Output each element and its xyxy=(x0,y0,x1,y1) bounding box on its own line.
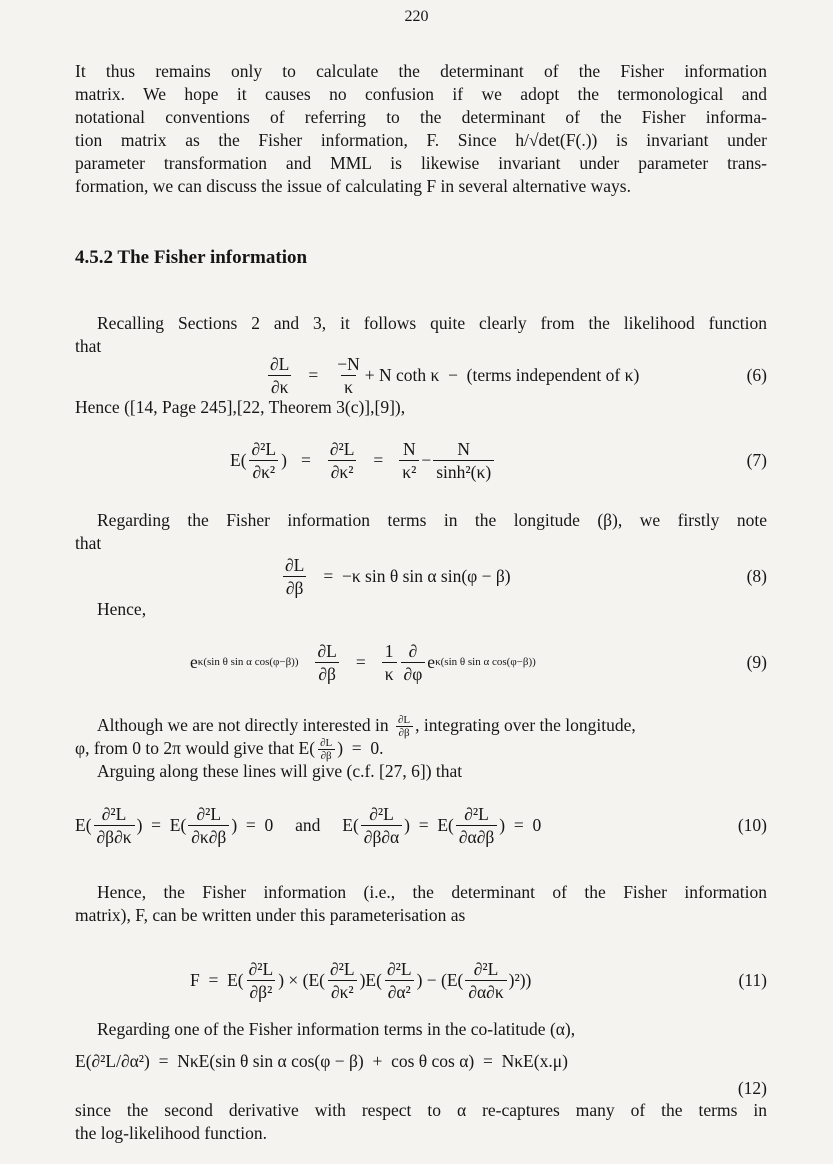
text-line: parameter transformation and MML is likewise invariant under parameter trans- xyxy=(75,153,767,173)
text-line: since the second derivative with respect to α re-captures many of the terms in xyxy=(75,1100,767,1120)
section-heading: 4.5.2 The Fisher information xyxy=(75,247,308,268)
text-line: that xyxy=(75,533,102,553)
paragraph xyxy=(75,714,767,783)
text-line: Hence, xyxy=(97,599,147,619)
text-line: Hence, the Fisher information (i.e., the determinant of the Fisher information xyxy=(97,882,767,902)
text-line: Although we are not directly interested in $\frac{\partial L}{\partial\beta}$ , integrating over the longitude, xyxy=(97,714,636,740)
paragraph xyxy=(75,1099,767,1145)
text-line: that xyxy=(75,336,102,356)
page-number: 220 xyxy=(404,8,429,25)
text-line: tion matrix as the Fisher information, F. Since h/√det(F(.)) is invariant under xyxy=(75,130,767,150)
text-line: formation, we can discuss the issue of calculating F in several alternative ways. xyxy=(75,176,631,196)
equation-10: E( $\frac{\text{∂²L}}{\partial\beta\partial\kappa}$ ) = E( $\frac{\text{∂²L}}{\partial\kappa\partial\beta}$ ) = 0 and E( $\frac{\text{∂²L}}{\partial\beta\partial\alpha}$ ) = E( $\frac{\text{∂²L}}{\partial\alpha\partial\beta}$ ) = 0 (10) xyxy=(75,803,767,847)
equation-number: (7) xyxy=(746,449,767,470)
equation-number: (8) xyxy=(746,565,767,586)
equation-number: (6) xyxy=(746,364,767,385)
text-line: It thus remains only to calculate the determinant of the Fisher information xyxy=(75,61,767,81)
equation-9: e κ(sin θ sin α cos(φ−β)) $\frac{\partial L}{\partial\beta}$ = $\frac{1}{\kappa}$ $\frac{\partial}{\partial\varphi}$ e κ(sin θ sin α cos(φ−β)) (9) xyxy=(190,640,767,684)
paragraph xyxy=(75,881,767,927)
equation-7: E( $\frac{\text{∂²L}}{\text{∂κ²}}$ ) = $\frac{\text{∂²L}}{\text{∂κ²}}$ = $\frac{N}{\text{κ²}}$ − $\frac{N}{\text{sinh²(κ)}}$ (7) xyxy=(230,438,767,482)
text-line: Regarding one of the Fisher information terms in the co-latitude (α), xyxy=(97,1019,576,1039)
text-line: the log-likelihood function. xyxy=(75,1123,267,1143)
equation-8: $\frac{\partial L}{\partial\beta}$ = −κ sin θ sin α sin(φ − β) (8) xyxy=(75,546,767,606)
text-line: matrix), F, can be written under this parameterisation as xyxy=(75,905,466,925)
text-line: φ, from 0 to 2π would give that E( $\frac{\partial L}{\partial\beta}$ ) = 0. xyxy=(75,737,384,763)
text-line: Regarding the Fisher information terms in the longitude (β), we firstly note xyxy=(97,510,767,530)
equation-11: F = E( $\frac{\text{∂²L}}{\text{∂β²}}$ ) × (E( $\frac{\text{∂²L}}{\text{∂κ²}}$ )E( $\frac{\text{∂²L}}{\text{∂α²}}$ ) − (E( $\frac{\text{∂²L}}{\partial\alpha\partial\kappa}$ )²)) (11) xyxy=(190,958,767,1002)
text-line: matrix. We hope it causes no confusion if we adopt the termonological and xyxy=(75,84,767,104)
equation-6: $\frac{\partial L}{\partial\kappa}$ = $\frac{-N}{\kappa}$ + N coth κ − (terms independent of κ) (6) xyxy=(75,345,767,405)
intro-paragraph xyxy=(75,60,767,198)
equation-number: (10) xyxy=(737,814,767,835)
text-line: Recalling Sections 2 and 3, it follows quite clearly from the likelihood function xyxy=(97,313,767,333)
equation-number: (12) xyxy=(737,1078,767,1098)
equation-12: E(∂²L/∂α²) = NκE(sin θ sin α cos(φ − β) + cos θ cos α) = NκE(x.μ) (12) xyxy=(75,1051,767,1098)
text-line: Hence ([14, Page 245],[22, Theorem 3(c)],[9]), xyxy=(75,397,406,417)
text-line: notational conventions of referring to the determinant of the Fisher informa- xyxy=(75,107,767,127)
text-line: Arguing along these lines will give (c.f. [27, 6]) that xyxy=(97,761,463,781)
equation-number: (11) xyxy=(738,969,767,990)
equation-number: (9) xyxy=(746,651,767,672)
